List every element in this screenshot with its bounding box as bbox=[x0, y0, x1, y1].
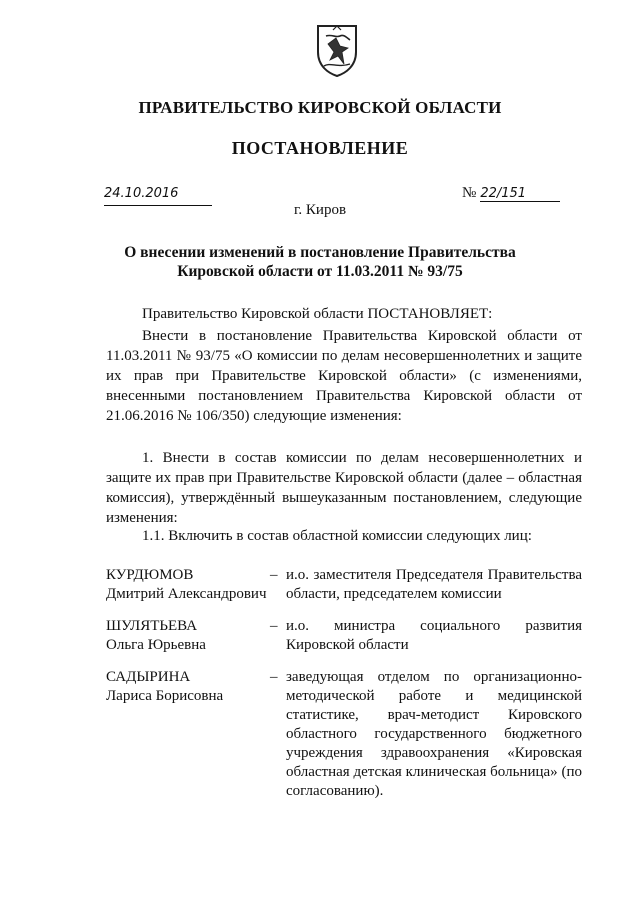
coat-of-arms-emblem bbox=[314, 22, 360, 78]
member-role-block bbox=[270, 617, 582, 655]
dash-separator: – bbox=[270, 567, 278, 583]
document-number: 22/151 bbox=[480, 186, 560, 202]
document-number-field bbox=[462, 184, 580, 204]
member-role: и.о. заместителя Председателя Правительства области, председателем комиссии bbox=[286, 567, 582, 602]
number-sign: № bbox=[462, 185, 477, 201]
member-surname: САДЫРИНА bbox=[106, 669, 191, 685]
member-role-block bbox=[270, 668, 582, 801]
preamble-paragraph: Правительство Кировской области ПОСТАНОВЛЯЕТ: bbox=[142, 306, 493, 322]
member-given-names: Дмитрий Александрович bbox=[106, 586, 267, 602]
member-surname: ШУЛЯТЬЕВА bbox=[106, 618, 198, 634]
decree-paragraph: Внести в постановление Правительства Кировской области от 11.03.2011 № 93/75 «О комиссии по делам несовершеннолетних и защите их прав при Правительстве Кировской области» (с изменениями, внесенными постановлением Правительства Кировской области от 21.06.2016 № 106/350) следующие изменения: bbox=[106, 328, 582, 424]
member-given-names: Лариса Борисовна bbox=[106, 688, 224, 704]
member-role: заведующая отделом по организационно-методической работе и медицинской статистике, врач-методист Кировского областного государственного бюджетного учреждения здравоохранения «Кировская областная детская клиническая больница» (по согласованию). bbox=[286, 669, 582, 799]
organization-title: ПРАВИТЕЛЬСТВО КИРОВСКОЙ ОБЛАСТИ bbox=[138, 98, 502, 117]
document-subject bbox=[0, 243, 640, 281]
subject-line-2: Кировской области от 11.03.2011 № 93/75 bbox=[177, 263, 463, 280]
item-1-1-paragraph: 1.1. Включить в состав областной комиссии следующих лиц: bbox=[142, 528, 532, 544]
city-label: г. Киров bbox=[293, 202, 347, 218]
document-date: 24.10.2016 bbox=[104, 186, 212, 206]
member-name-block bbox=[106, 617, 206, 655]
member-given-names: Ольга Юрьевна bbox=[106, 637, 206, 653]
dash-separator: – bbox=[270, 618, 278, 634]
member-name-block bbox=[106, 668, 223, 706]
document-type-title: ПОСТАНОВЛЕНИЕ bbox=[231, 138, 409, 158]
member-role-block bbox=[270, 566, 582, 604]
dash-separator: – bbox=[270, 669, 278, 685]
member-name-block bbox=[106, 566, 267, 604]
member-role: и.о. министра социального развития Кировской области bbox=[286, 618, 582, 653]
subject-line-1: О внесении изменений в постановление Правительства bbox=[124, 244, 516, 261]
member-surname: КУРДЮМОВ bbox=[106, 567, 194, 583]
item-1-paragraph: 1. Внести в состав комиссии по делам несовершеннолетних и защите их прав при Правительстве Кировской области (далее – областная комиссия), утверждённый вышеуказанным постановлением, следующие изменения: bbox=[106, 450, 582, 526]
